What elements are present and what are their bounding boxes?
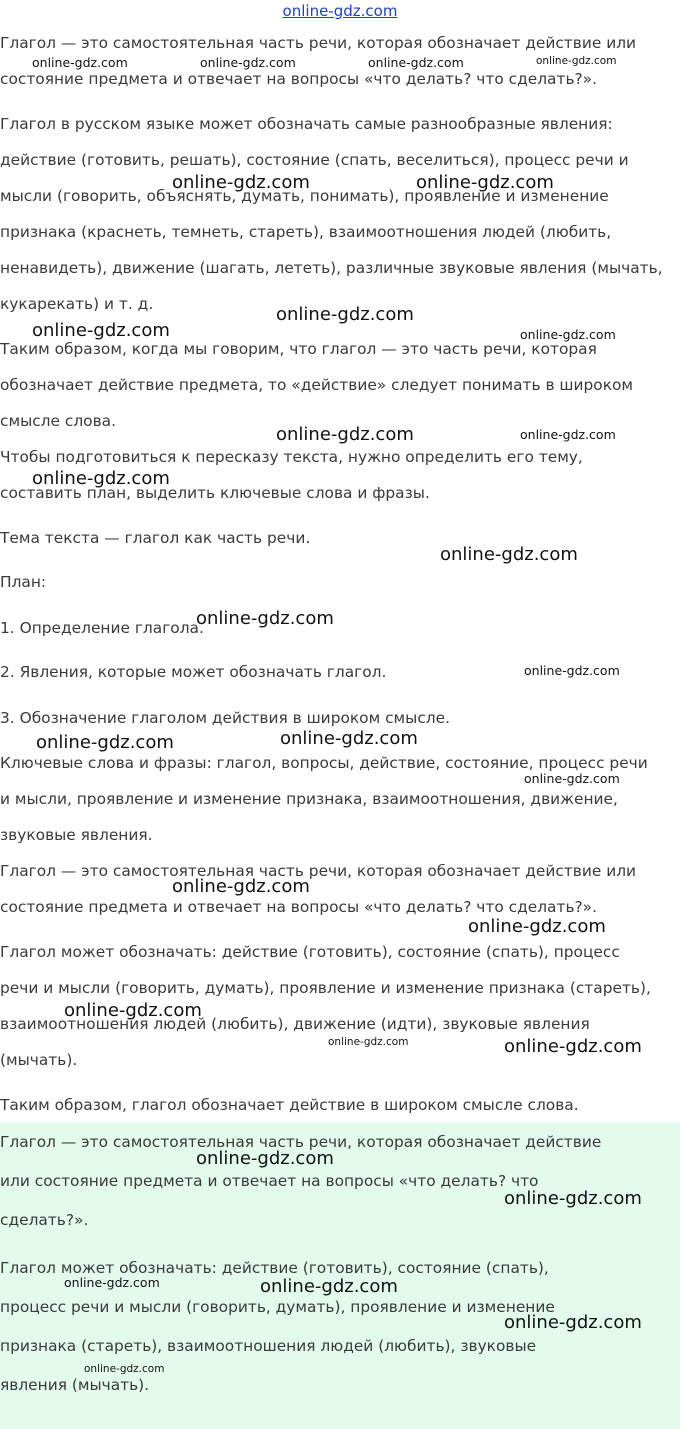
text-line: Тема текста — глагол как часть речи. xyxy=(0,529,311,547)
text-line: смысле слова. xyxy=(0,412,116,430)
watermark: online-gdz.com xyxy=(368,55,464,70)
watermark: online-gdz.com xyxy=(280,728,418,749)
watermark: online-gdz.com xyxy=(504,1312,642,1333)
text-line: ненавидеть), движение (шагать, лететь), различные звуковые явления (мычать, xyxy=(0,259,663,277)
watermark: online-gdz.com xyxy=(32,55,128,70)
answer-line: явления (мычать). xyxy=(0,1376,150,1394)
text-line: 1. Определение глагола. xyxy=(0,619,204,637)
text-line: речи и мысли (говорить, думать), проявление и изменение признака (стареть), xyxy=(0,979,651,997)
text-line: взаимоотношения людей (любить), движение (идти), звуковые явления xyxy=(0,1015,590,1033)
watermark: online-gdz.com xyxy=(32,320,170,341)
text-line: Таким образом, когда мы говорим, что глагол — это часть речи, которая xyxy=(0,340,597,358)
answer-line: или состояние предмета и отвечает на вопросы «что делать? что xyxy=(0,1172,539,1190)
watermark: online-gdz.com xyxy=(84,1363,165,1375)
text-line: составить план, выделить ключевые слова и фразы. xyxy=(0,484,430,502)
watermark: online-gdz.com xyxy=(260,1276,398,1297)
text-line: План: xyxy=(0,573,47,591)
watermark: online-gdz.com xyxy=(504,1036,642,1057)
watermark: online-gdz.com xyxy=(416,172,554,193)
watermark: online-gdz.com xyxy=(64,1000,202,1021)
watermark: online-gdz.com xyxy=(536,55,617,67)
watermark: online-gdz.com xyxy=(64,1275,160,1290)
text-line: обозначает действие предмета, то «действие» следует понимать в широком xyxy=(0,376,634,394)
text-line: признака (краснеть, темнеть, стареть), взаимоотношения людей (любить, xyxy=(0,223,612,241)
text-line: Таким образом, глагол обозначает действие в широком смысле слова. xyxy=(0,1096,579,1114)
text-line: Глагол — это самостоятельная часть речи, которая обозначает действие или xyxy=(0,34,637,52)
watermark: online-gdz.com xyxy=(200,55,296,70)
watermark: online-gdz.com xyxy=(196,608,334,629)
watermark: online-gdz.com xyxy=(440,544,578,565)
watermark: online-gdz.com xyxy=(32,468,170,489)
text-line: Ключевые слова и фразы: глагол, вопросы, действие, состояние, процесс речи xyxy=(0,754,648,772)
text-line: состояние предмета и отвечает на вопросы «что делать? что сделать?». xyxy=(0,70,597,88)
watermark: online-gdz.com xyxy=(196,1148,334,1169)
text-line: кукарекать) и т. д. xyxy=(0,295,154,313)
watermark: online-gdz.com xyxy=(36,732,174,753)
text-line: 3. Обозначение глаголом действия в широком смысле. xyxy=(0,709,450,727)
watermark: online-gdz.com xyxy=(172,876,310,897)
answer-line: сделать?». xyxy=(0,1211,89,1229)
watermark: online-gdz.com xyxy=(520,327,616,342)
watermark: online-gdz.com xyxy=(172,172,310,193)
text-line: звуковые явления. xyxy=(0,826,153,844)
watermark: online-gdz.com xyxy=(328,1036,409,1048)
text-line: Глагол — это самостоятельная часть речи, которая обозначает действие или xyxy=(0,862,637,880)
watermark: online-gdz.com xyxy=(468,916,606,937)
watermark: online-gdz.com xyxy=(276,304,414,325)
text-line: (мычать). xyxy=(0,1051,78,1069)
site-link[interactable]: online-gdz.com xyxy=(282,2,398,20)
text-line: 2. Явления, которые может обозначать глагол. xyxy=(0,663,387,681)
answer-line: признака (стареть), взаимоотношения людей (любить), звуковые xyxy=(0,1337,537,1355)
watermark: online-gdz.com xyxy=(524,663,620,678)
answer-line: Глагол — это самостоятельная часть речи, которая обозначает действие xyxy=(0,1133,602,1151)
watermark: online-gdz.com xyxy=(276,424,414,445)
watermark: online-gdz.com xyxy=(520,427,616,442)
watermark: online-gdz.com xyxy=(504,1188,642,1209)
answer-line: процесс речи и мысли (говорить, думать), проявление и изменение xyxy=(0,1298,555,1316)
text-line: мысли (говорить, объяснять, думать, понимать), проявление и изменение xyxy=(0,187,609,205)
text-line: Глагол в русском языке может обозначать самые разнообразные явления: xyxy=(0,115,613,133)
answer-line: Глагол может обозначать: действие (готовить), состояние (спать), xyxy=(0,1259,549,1277)
text-line: Чтобы подготовиться к пересказу текста, нужно определить его тему, xyxy=(0,448,583,466)
text-line: действие (готовить, решать), состояние (спать, веселиться), процесс речи и xyxy=(0,151,629,169)
text-line: и мысли, проявление и изменение признака, взаимоотношения, движение, xyxy=(0,790,618,808)
watermark: online-gdz.com xyxy=(524,771,620,786)
text-line: состояние предмета и отвечает на вопросы «что делать? что сделать?». xyxy=(0,898,597,916)
text-line: Глагол может обозначать: действие (готовить), состояние (спать), процесс xyxy=(0,943,620,961)
